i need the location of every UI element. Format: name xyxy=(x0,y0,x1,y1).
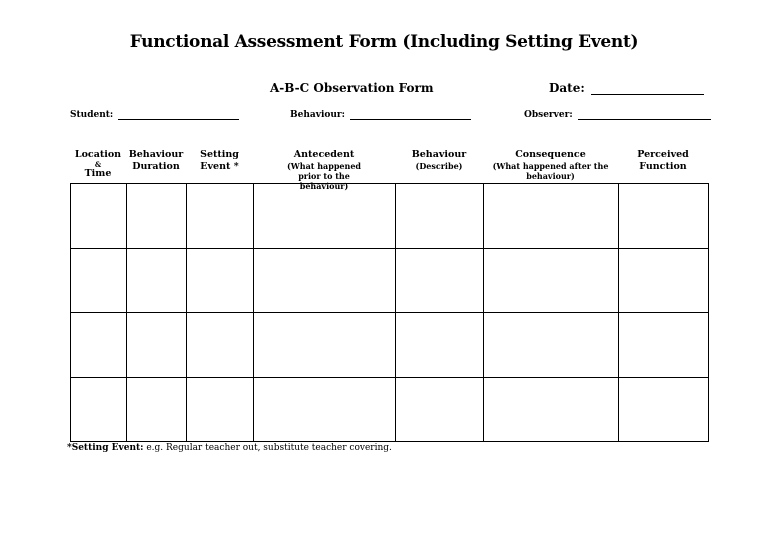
column-header-description: (Describe) xyxy=(415,161,463,171)
date-label: Date: xyxy=(549,81,585,95)
column-header-line: Behaviour xyxy=(411,149,467,160)
column-header-line: Perceived xyxy=(637,149,689,160)
column-header-line: Antecedent xyxy=(293,149,355,160)
column-header-description: (What happened prior to the behaviour) xyxy=(286,161,362,191)
table-cell[interactable] xyxy=(254,313,396,378)
table-cell[interactable] xyxy=(619,248,709,313)
table-cell[interactable] xyxy=(484,377,619,442)
column-header-consequence xyxy=(483,149,618,181)
table-row xyxy=(71,248,709,313)
table-cell[interactable] xyxy=(254,184,396,249)
footnote-label: *Setting Event: xyxy=(67,443,144,453)
column-header-description: (What happened after the behaviour) xyxy=(492,161,609,181)
table-cell[interactable] xyxy=(254,248,396,313)
observer-label: Observer: xyxy=(524,110,573,120)
observer-field xyxy=(524,109,711,120)
table-cell[interactable] xyxy=(127,248,187,313)
column-header-line: Time xyxy=(84,168,112,179)
table-cell[interactable] xyxy=(71,248,127,313)
table-cell[interactable] xyxy=(619,377,709,442)
column-header-behaviour-duration xyxy=(126,149,186,173)
table-cell[interactable] xyxy=(396,184,484,249)
table-cell[interactable] xyxy=(71,313,127,378)
column-header-ampersand: & xyxy=(94,160,102,169)
table-cell[interactable] xyxy=(484,248,619,313)
table-cell[interactable] xyxy=(619,184,709,249)
column-headers xyxy=(70,149,708,191)
column-header-line: Behaviour xyxy=(128,149,184,160)
table-row xyxy=(71,377,709,442)
table-cell[interactable] xyxy=(619,313,709,378)
column-header-location-time xyxy=(70,149,126,180)
table-row xyxy=(71,184,709,249)
table-cell[interactable] xyxy=(187,184,254,249)
column-header-line: Location xyxy=(74,149,122,160)
date-blank-line[interactable] xyxy=(591,84,704,95)
behaviour-label: Behaviour: xyxy=(290,110,345,120)
table-cell[interactable] xyxy=(254,377,396,442)
footnote-text: e.g. Regular teacher out, substitute teacher covering. xyxy=(146,443,392,453)
behaviour-field xyxy=(290,109,471,120)
table-cell[interactable] xyxy=(396,248,484,313)
student-field xyxy=(70,109,239,120)
column-header-behaviour xyxy=(395,149,483,171)
date-field xyxy=(549,81,704,95)
table-cell[interactable] xyxy=(71,184,127,249)
behaviour-blank-line[interactable] xyxy=(350,109,471,120)
column-header-setting-event xyxy=(186,149,253,173)
table-cell[interactable] xyxy=(187,313,254,378)
column-header-line: Duration xyxy=(132,161,180,172)
form-title: Functional Assessment Form (Including Setting Event) xyxy=(129,32,639,52)
table-cell[interactable] xyxy=(484,184,619,249)
table-cell[interactable] xyxy=(127,313,187,378)
table-cell[interactable] xyxy=(484,313,619,378)
student-blank-line[interactable] xyxy=(118,109,239,120)
observation-table xyxy=(70,183,709,442)
column-header-line: Event * xyxy=(200,161,239,172)
table-cell[interactable] xyxy=(187,377,254,442)
observer-blank-line[interactable] xyxy=(578,109,711,120)
form-subtitle: A-B-C Observation Form xyxy=(270,81,434,95)
table-row xyxy=(71,313,709,378)
column-header-line: Setting xyxy=(200,149,239,160)
column-header-perceived-function xyxy=(618,149,708,173)
footnote xyxy=(67,443,392,453)
student-label: Student: xyxy=(70,110,114,120)
table-cell[interactable] xyxy=(396,377,484,442)
table-cell[interactable] xyxy=(187,248,254,313)
table-cell[interactable] xyxy=(396,313,484,378)
table-cell[interactable] xyxy=(127,184,187,249)
table-cell[interactable] xyxy=(127,377,187,442)
table-cell[interactable] xyxy=(71,377,127,442)
column-header-line: Function xyxy=(639,161,687,172)
column-header-line: Consequence xyxy=(515,149,586,160)
